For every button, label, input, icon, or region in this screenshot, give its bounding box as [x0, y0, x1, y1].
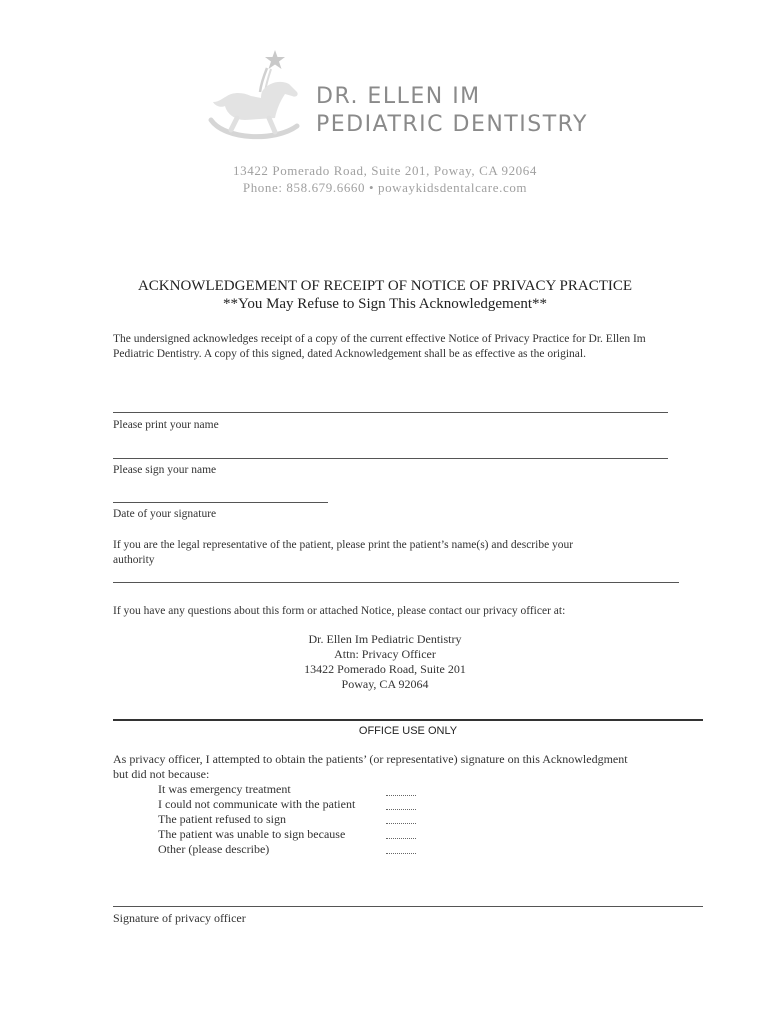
office-intro-line-1: As privacy officer, I attempted to obtain the patients’ (or representative) signature on this Acknowledgment — [113, 752, 628, 766]
questions-text: If you have any questions about this form or attached Notice, please contact our privacy officer at: — [113, 605, 566, 617]
sign-name-label: Please sign your name — [113, 464, 217, 476]
sign-name-field[interactable] — [113, 458, 668, 459]
intro-line-2: Pediatric Dentistry. A copy of this signed, dated Acknowledgement shall be as effective as the original. — [113, 348, 586, 360]
reason-communicate-blank[interactable] — [386, 809, 416, 810]
office-intro-line-2: but did not because: — [113, 767, 210, 781]
contact-practice: Dr. Ellen Im Pediatric Dentistry — [308, 632, 462, 646]
representative-field[interactable] — [113, 582, 679, 583]
reason-communicate: I could not communicate with the patient — [158, 797, 356, 811]
form-title: ACKNOWLEDGEMENT OF RECEIPT OF NOTICE OF PRIVACY PRACTICE — [137, 278, 633, 294]
privacy-officer-signature-field[interactable] — [113, 906, 703, 907]
reason-refused: The patient refused to sign — [158, 812, 286, 826]
representative-line-2: authority — [113, 554, 155, 566]
office-use-heading: OFFICE USE ONLY — [358, 725, 458, 737]
reason-unable-blank[interactable] — [386, 838, 416, 839]
intro-line-1: The undersigned acknowledges receipt of a copy of the current effective Notice of Privacy Practice for Dr. Ellen Im — [113, 333, 646, 345]
print-name-label: Please print your name — [113, 419, 219, 431]
reason-other-blank[interactable] — [386, 853, 416, 854]
signature-date-field[interactable] — [113, 502, 328, 503]
form-subtitle: **You May Refuse to Sign This Acknowledgement** — [222, 296, 548, 312]
contact-street: 13422 Pomerado Road, Suite 201 — [304, 662, 466, 676]
reason-unable: The patient was unable to sign because — [158, 827, 346, 841]
print-name-field[interactable] — [113, 412, 668, 413]
reason-emergency-blank[interactable] — [386, 795, 416, 796]
rocking-horse-logo — [205, 48, 305, 148]
representative-line-1: If you are the legal representative of the patient, please print the patient’s name(s) and describe your — [113, 539, 574, 551]
signature-date-label: Date of your signature — [113, 508, 217, 520]
practice-name-line1: DR. ELLEN IM — [316, 84, 481, 109]
contact-city: Poway, CA 92064 — [341, 677, 429, 691]
office-use-divider — [113, 719, 703, 721]
reason-other: Other (please describe) — [158, 842, 270, 856]
reason-refused-blank[interactable] — [386, 823, 416, 824]
contact-attn: Attn: Privacy Officer — [334, 647, 436, 661]
header-contact: Phone: 858.679.6660 • powaykidsdentalcare.com — [242, 180, 528, 195]
privacy-officer-signature-label: Signature of privacy officer — [113, 911, 246, 925]
reason-emergency: It was emergency treatment — [158, 782, 291, 796]
header-address: 13422 Pomerado Road, Suite 201, Poway, CA 92064 — [233, 163, 537, 178]
practice-name-line2: PEDIATRIC DENTISTRY — [316, 112, 588, 137]
